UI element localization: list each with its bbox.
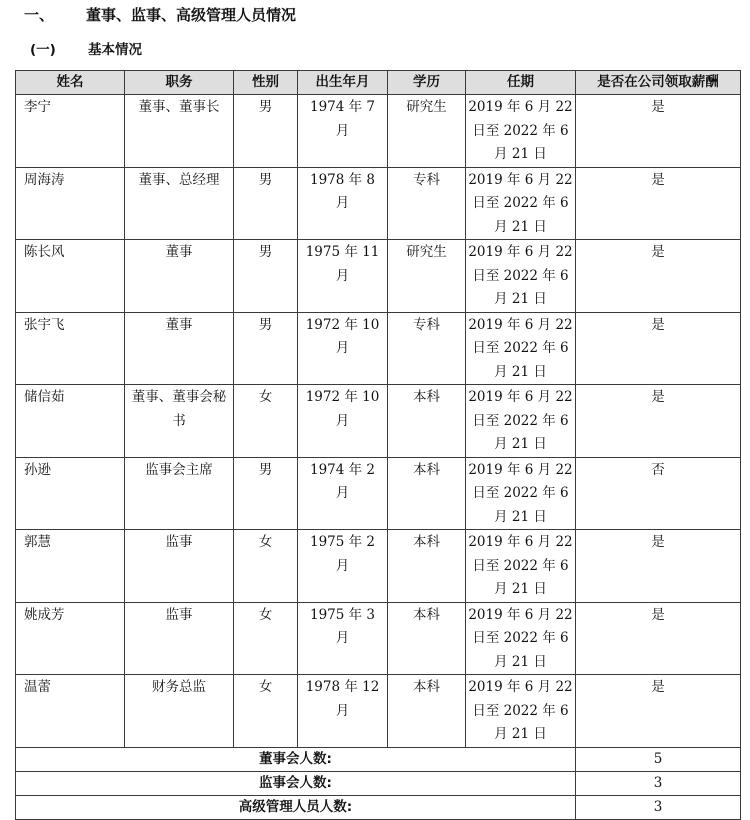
cell-paid: 是 bbox=[576, 95, 741, 168]
header-paid: 是否在公司领取薪酬 bbox=[576, 71, 741, 95]
cell-birth: 1978 年 12 月 bbox=[298, 675, 388, 748]
cell-education: 研究生 bbox=[388, 95, 466, 168]
summary-value: 3 bbox=[576, 771, 741, 795]
cell-gender: 女 bbox=[234, 675, 298, 748]
cell-education: 研究生 bbox=[388, 240, 466, 313]
cell-gender: 男 bbox=[234, 95, 298, 168]
cell-paid: 是 bbox=[576, 530, 741, 603]
table-row bbox=[16, 457, 741, 530]
cell-term: 2019 年 6 月 22 日至 2022 年 6 月 21 日 bbox=[466, 240, 576, 313]
header-birth: 出生年月 bbox=[298, 71, 388, 95]
cell-paid: 是 bbox=[576, 167, 741, 240]
personnel-table bbox=[15, 70, 741, 820]
cell-term: 2019 年 6 月 22 日至 2022 年 6 月 21 日 bbox=[466, 95, 576, 168]
cell-education: 本科 bbox=[388, 457, 466, 530]
cell-education: 本科 bbox=[388, 602, 466, 675]
table-row bbox=[16, 385, 741, 458]
subsection-title: 基本情况 bbox=[88, 42, 142, 58]
table-row bbox=[16, 675, 741, 748]
cell-gender: 男 bbox=[234, 457, 298, 530]
cell-name: 陈长风 bbox=[16, 240, 125, 313]
cell-birth: 1974 年 2 月 bbox=[298, 457, 388, 530]
cell-position: 董事、董事会秘书 bbox=[125, 385, 234, 458]
cell-birth: 1974 年 7 月 bbox=[298, 95, 388, 168]
header-term: 任期 bbox=[466, 71, 576, 95]
cell-name: 周海涛 bbox=[16, 167, 125, 240]
cell-paid: 是 bbox=[576, 602, 741, 675]
section-number: 一、 bbox=[24, 6, 55, 24]
table-row bbox=[16, 240, 741, 313]
summary-value: 5 bbox=[576, 747, 741, 771]
table-header-row bbox=[16, 71, 741, 95]
cell-birth: 1975 年 11 月 bbox=[298, 240, 388, 313]
cell-birth: 1972 年 10 月 bbox=[298, 312, 388, 385]
section-heading bbox=[24, 4, 296, 25]
cell-birth: 1975 年 3 月 bbox=[298, 602, 388, 675]
cell-education: 专科 bbox=[388, 312, 466, 385]
cell-birth: 1972 年 10 月 bbox=[298, 385, 388, 458]
cell-gender: 男 bbox=[234, 240, 298, 313]
cell-name: 张宇飞 bbox=[16, 312, 125, 385]
cell-term: 2019 年 6 月 22 日至 2022 年 6 月 21 日 bbox=[466, 312, 576, 385]
cell-term: 2019 年 6 月 22 日至 2022 年 6 月 21 日 bbox=[466, 457, 576, 530]
summary-row-board bbox=[16, 747, 741, 771]
cell-gender: 女 bbox=[234, 602, 298, 675]
cell-birth: 1978 年 8 月 bbox=[298, 167, 388, 240]
summary-label: 董事会人数: bbox=[16, 747, 576, 771]
table-row bbox=[16, 95, 741, 168]
cell-name: 温蕾 bbox=[16, 675, 125, 748]
cell-education: 本科 bbox=[388, 385, 466, 458]
table-row bbox=[16, 530, 741, 603]
cell-position: 董事、董事长 bbox=[125, 95, 234, 168]
header-gender: 性别 bbox=[234, 71, 298, 95]
cell-position: 监事 bbox=[125, 602, 234, 675]
cell-paid: 是 bbox=[576, 675, 741, 748]
cell-name: 姚成芳 bbox=[16, 602, 125, 675]
section-title: 董事、监事、高级管理人员情况 bbox=[86, 6, 297, 24]
cell-gender: 男 bbox=[234, 312, 298, 385]
header-name: 姓名 bbox=[16, 71, 125, 95]
cell-name: 郭慧 bbox=[16, 530, 125, 603]
table-row bbox=[16, 312, 741, 385]
cell-position: 监事 bbox=[125, 530, 234, 603]
subsection-heading bbox=[30, 38, 142, 58]
cell-gender: 女 bbox=[234, 385, 298, 458]
cell-position: 董事 bbox=[125, 312, 234, 385]
cell-position: 监事会主席 bbox=[125, 457, 234, 530]
summary-row-supervisors bbox=[16, 771, 741, 795]
cell-name: 李宁 bbox=[16, 95, 125, 168]
cell-term: 2019 年 6 月 22 日至 2022 年 6 月 21 日 bbox=[466, 167, 576, 240]
summary-label: 高级管理人员人数: bbox=[16, 795, 576, 819]
cell-education: 本科 bbox=[388, 530, 466, 603]
table-row bbox=[16, 602, 741, 675]
cell-paid: 是 bbox=[576, 312, 741, 385]
cell-education: 专科 bbox=[388, 167, 466, 240]
cell-name: 孙逊 bbox=[16, 457, 125, 530]
cell-education: 本科 bbox=[388, 675, 466, 748]
cell-term: 2019 年 6 月 22 日至 2022 年 6 月 21 日 bbox=[466, 385, 576, 458]
table-row bbox=[16, 167, 741, 240]
cell-term: 2019 年 6 月 22 日至 2022 年 6 月 21 日 bbox=[466, 675, 576, 748]
cell-birth: 1975 年 2 月 bbox=[298, 530, 388, 603]
cell-term: 2019 年 6 月 22 日至 2022 年 6 月 21 日 bbox=[466, 602, 576, 675]
summary-row-executives bbox=[16, 795, 741, 819]
cell-paid: 否 bbox=[576, 457, 741, 530]
summary-label: 监事会人数: bbox=[16, 771, 576, 795]
header-position: 职务 bbox=[125, 71, 234, 95]
cell-name: 储信茹 bbox=[16, 385, 125, 458]
cell-gender: 男 bbox=[234, 167, 298, 240]
cell-paid: 是 bbox=[576, 385, 741, 458]
cell-gender: 女 bbox=[234, 530, 298, 603]
cell-term: 2019 年 6 月 22 日至 2022 年 6 月 21 日 bbox=[466, 530, 576, 603]
cell-paid: 是 bbox=[576, 240, 741, 313]
cell-position: 董事 bbox=[125, 240, 234, 313]
summary-value: 3 bbox=[576, 795, 741, 819]
cell-position: 董事、总经理 bbox=[125, 167, 234, 240]
cell-position: 财务总监 bbox=[125, 675, 234, 748]
header-education: 学历 bbox=[388, 71, 466, 95]
subsection-number: (一) bbox=[30, 42, 56, 58]
